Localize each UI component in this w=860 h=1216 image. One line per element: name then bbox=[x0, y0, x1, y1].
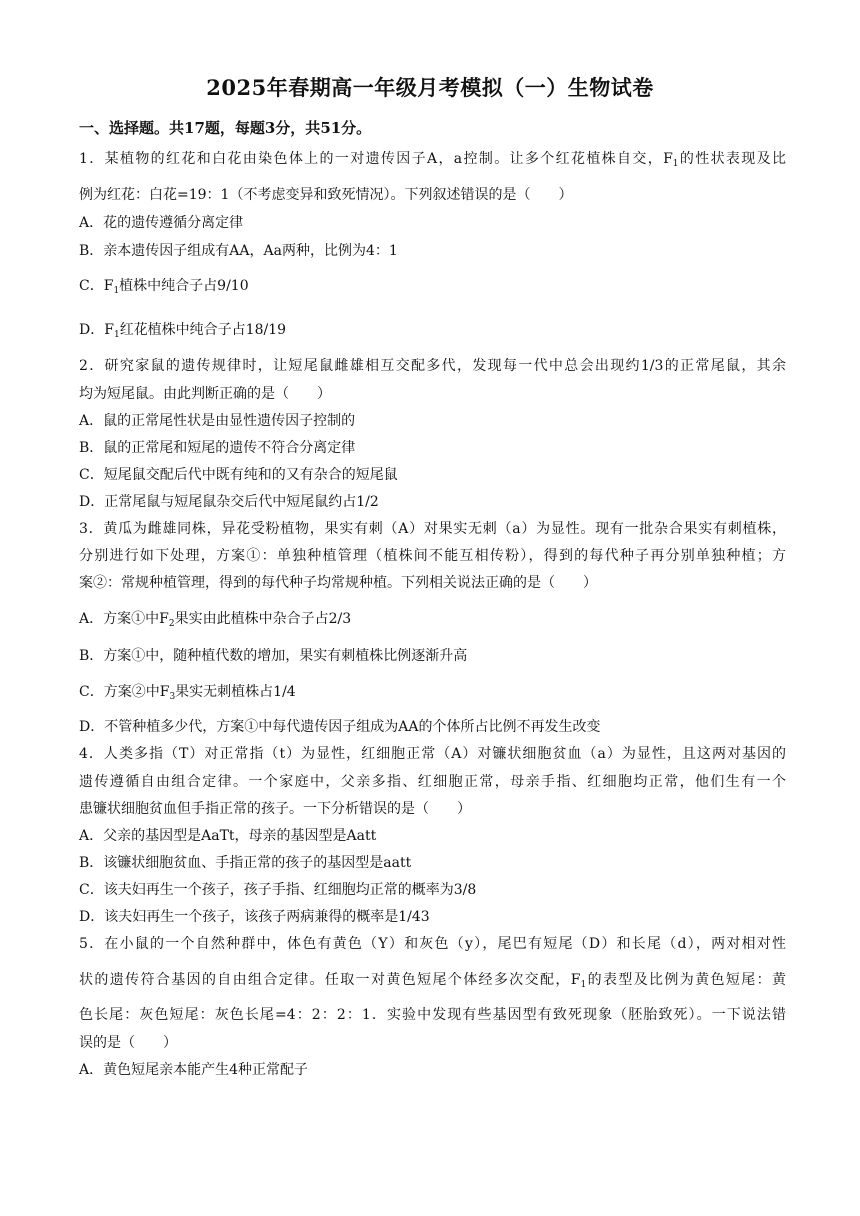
q4-stem-line-1: 4．人类多指（T）对正常指（t）为显性，红细胞正常（A）对镰状细胞贫血（a）为显性，且这两对基因的 bbox=[79, 746, 786, 762]
q1-stem-line-2: 例为红花：白花=19：1（不考虑变异和致死情况）。下列叙述错误的是（ ） bbox=[79, 187, 573, 203]
q3-stem-line-2: 分别进行如下处理，方案①：单独种植管理（植株间不能互相传粉），得到的每代种子再分别单独种植；方 bbox=[79, 548, 786, 564]
q4-option-b: B．该镰状细胞贫血、手指正常的孩子的基因型是aatt bbox=[79, 855, 412, 871]
f3-symbol: $F_3$ bbox=[159, 684, 176, 702]
q4-option-a: A．父亲的基因型是AaTt，母亲的基因型是Aatt bbox=[79, 828, 377, 844]
q1-option-b: B．亲本遗传因子组成有AA，Aa两种，比例为4：1 bbox=[79, 243, 398, 259]
q5-stem-line-4: 误的是（ ） bbox=[79, 1035, 177, 1051]
q5-stem-line-2: 状的遗传符合基因的自由组合定律。任取一对黄色短尾个体经多次交配，$F_1$的表型及比例为黄色短尾：黄 bbox=[79, 972, 786, 990]
f1-symbol: $F_1$ bbox=[570, 972, 587, 990]
q2-option-a: A．鼠的正常尾性状是由显性遗传因子控制的 bbox=[79, 413, 356, 429]
q3-stem-line-1: 3．黄瓜为雌雄同株，异花受粉植物，果实有刺（A）对果实无刺（a）为显性。现有一批杂合果实有刺植株， bbox=[79, 521, 786, 537]
q2-option-d: D．正常尾鼠与短尾鼠杂交后代中短尾鼠约占1/2 bbox=[79, 494, 379, 510]
q5-stem-line-3: 色长尾：灰色短尾：灰色长尾=4：2：2：1．实验中发现有些基因型有致死现象（胚胎致死）。一下说法错 bbox=[79, 1007, 786, 1023]
q2-stem-line-2: 均为短尾鼠。由此判断正确的是（ ） bbox=[79, 386, 331, 402]
q2-option-c: C．短尾鼠交配后代中既有纯和的又有杂合的短尾鼠 bbox=[79, 467, 398, 483]
f2-symbol: $F_2$ bbox=[159, 611, 175, 629]
q2-option-b: B．鼠的正常尾和短尾的遗传不符合分离定律 bbox=[79, 440, 356, 456]
q4-stem-line-3: 患镰状细胞贫血但手指正常的孩子。一下分析错误的是（ ） bbox=[79, 801, 471, 817]
q5-option-a: A．黄色短尾亲本能产生4种正常配子 bbox=[79, 1062, 309, 1078]
q2-stem-line-1: 2．研究家鼠的遗传规律时，让短尾鼠雌雄相互交配多代，发现每一代中总会出现约1/3的正常尾鼠，其余 bbox=[79, 358, 786, 374]
q3-option-c: C．方案②中$F_3$果实无刺植株占1/4 bbox=[79, 684, 296, 702]
q5-stem-line-1: 5．在小鼠的一个自然种群中，体色有黄色（Y）和灰色（y），尾巴有短尾（D）和长尾（d），两对相对性 bbox=[79, 936, 786, 952]
f1-symbol: $F_1$ bbox=[663, 151, 679, 169]
q3-option-d: D．不管种植多少代，方案①中每代遗传因子组成为AA的个体所占比例不再发生改变 bbox=[79, 719, 601, 735]
q3-option-a: A．方案①中$F_2$果实由此植株中杂合子占2/3 bbox=[79, 611, 352, 629]
section-heading: 一、选择题。共17题，每题3分，共51分。 bbox=[79, 119, 372, 137]
q1-stem-line-1: 1．某植物的红花和白花由染色体上的一对遗传因子A，a控制。让多个红花植株自交，$F_1$的性状表现及比 bbox=[79, 151, 786, 169]
exam-title: 2025年春期高一年级月考模拟（一）生物试卷 bbox=[206, 75, 654, 100]
q1-option-a: A．花的遗传遵循分离定律 bbox=[79, 215, 244, 231]
f1-symbol: $F_1$ bbox=[103, 278, 120, 296]
q3-option-b: B．方案①中，随种植代数的增加，果实有刺植株比例逐渐升高 bbox=[79, 648, 468, 664]
f1-symbol: $F_1$ bbox=[104, 322, 120, 340]
q3-stem-line-3: 案②：常规种植管理，得到的每代种子均常规种植。下列相关说法正确的是（ ） bbox=[79, 575, 597, 591]
q1-option-c: C．$F_1$植株中纯合子占9/10 bbox=[79, 278, 249, 296]
q4-option-c: C．该夫妇再生一个孩子，孩子手指、红细胞均正常的概率为3/8 bbox=[79, 882, 477, 898]
q1-option-d: D．$F_1$红花植株中纯合子占18/19 bbox=[79, 322, 287, 340]
q4-option-d: D．该夫妇再生一个孩子，该孩子两病兼得的概率是1/43 bbox=[79, 909, 430, 925]
q4-stem-line-2: 遗传遵循自由组合定律。一个家庭中，父亲多指、红细胞正常，母亲手指、红细胞均正常，他们生有一个 bbox=[79, 774, 786, 790]
